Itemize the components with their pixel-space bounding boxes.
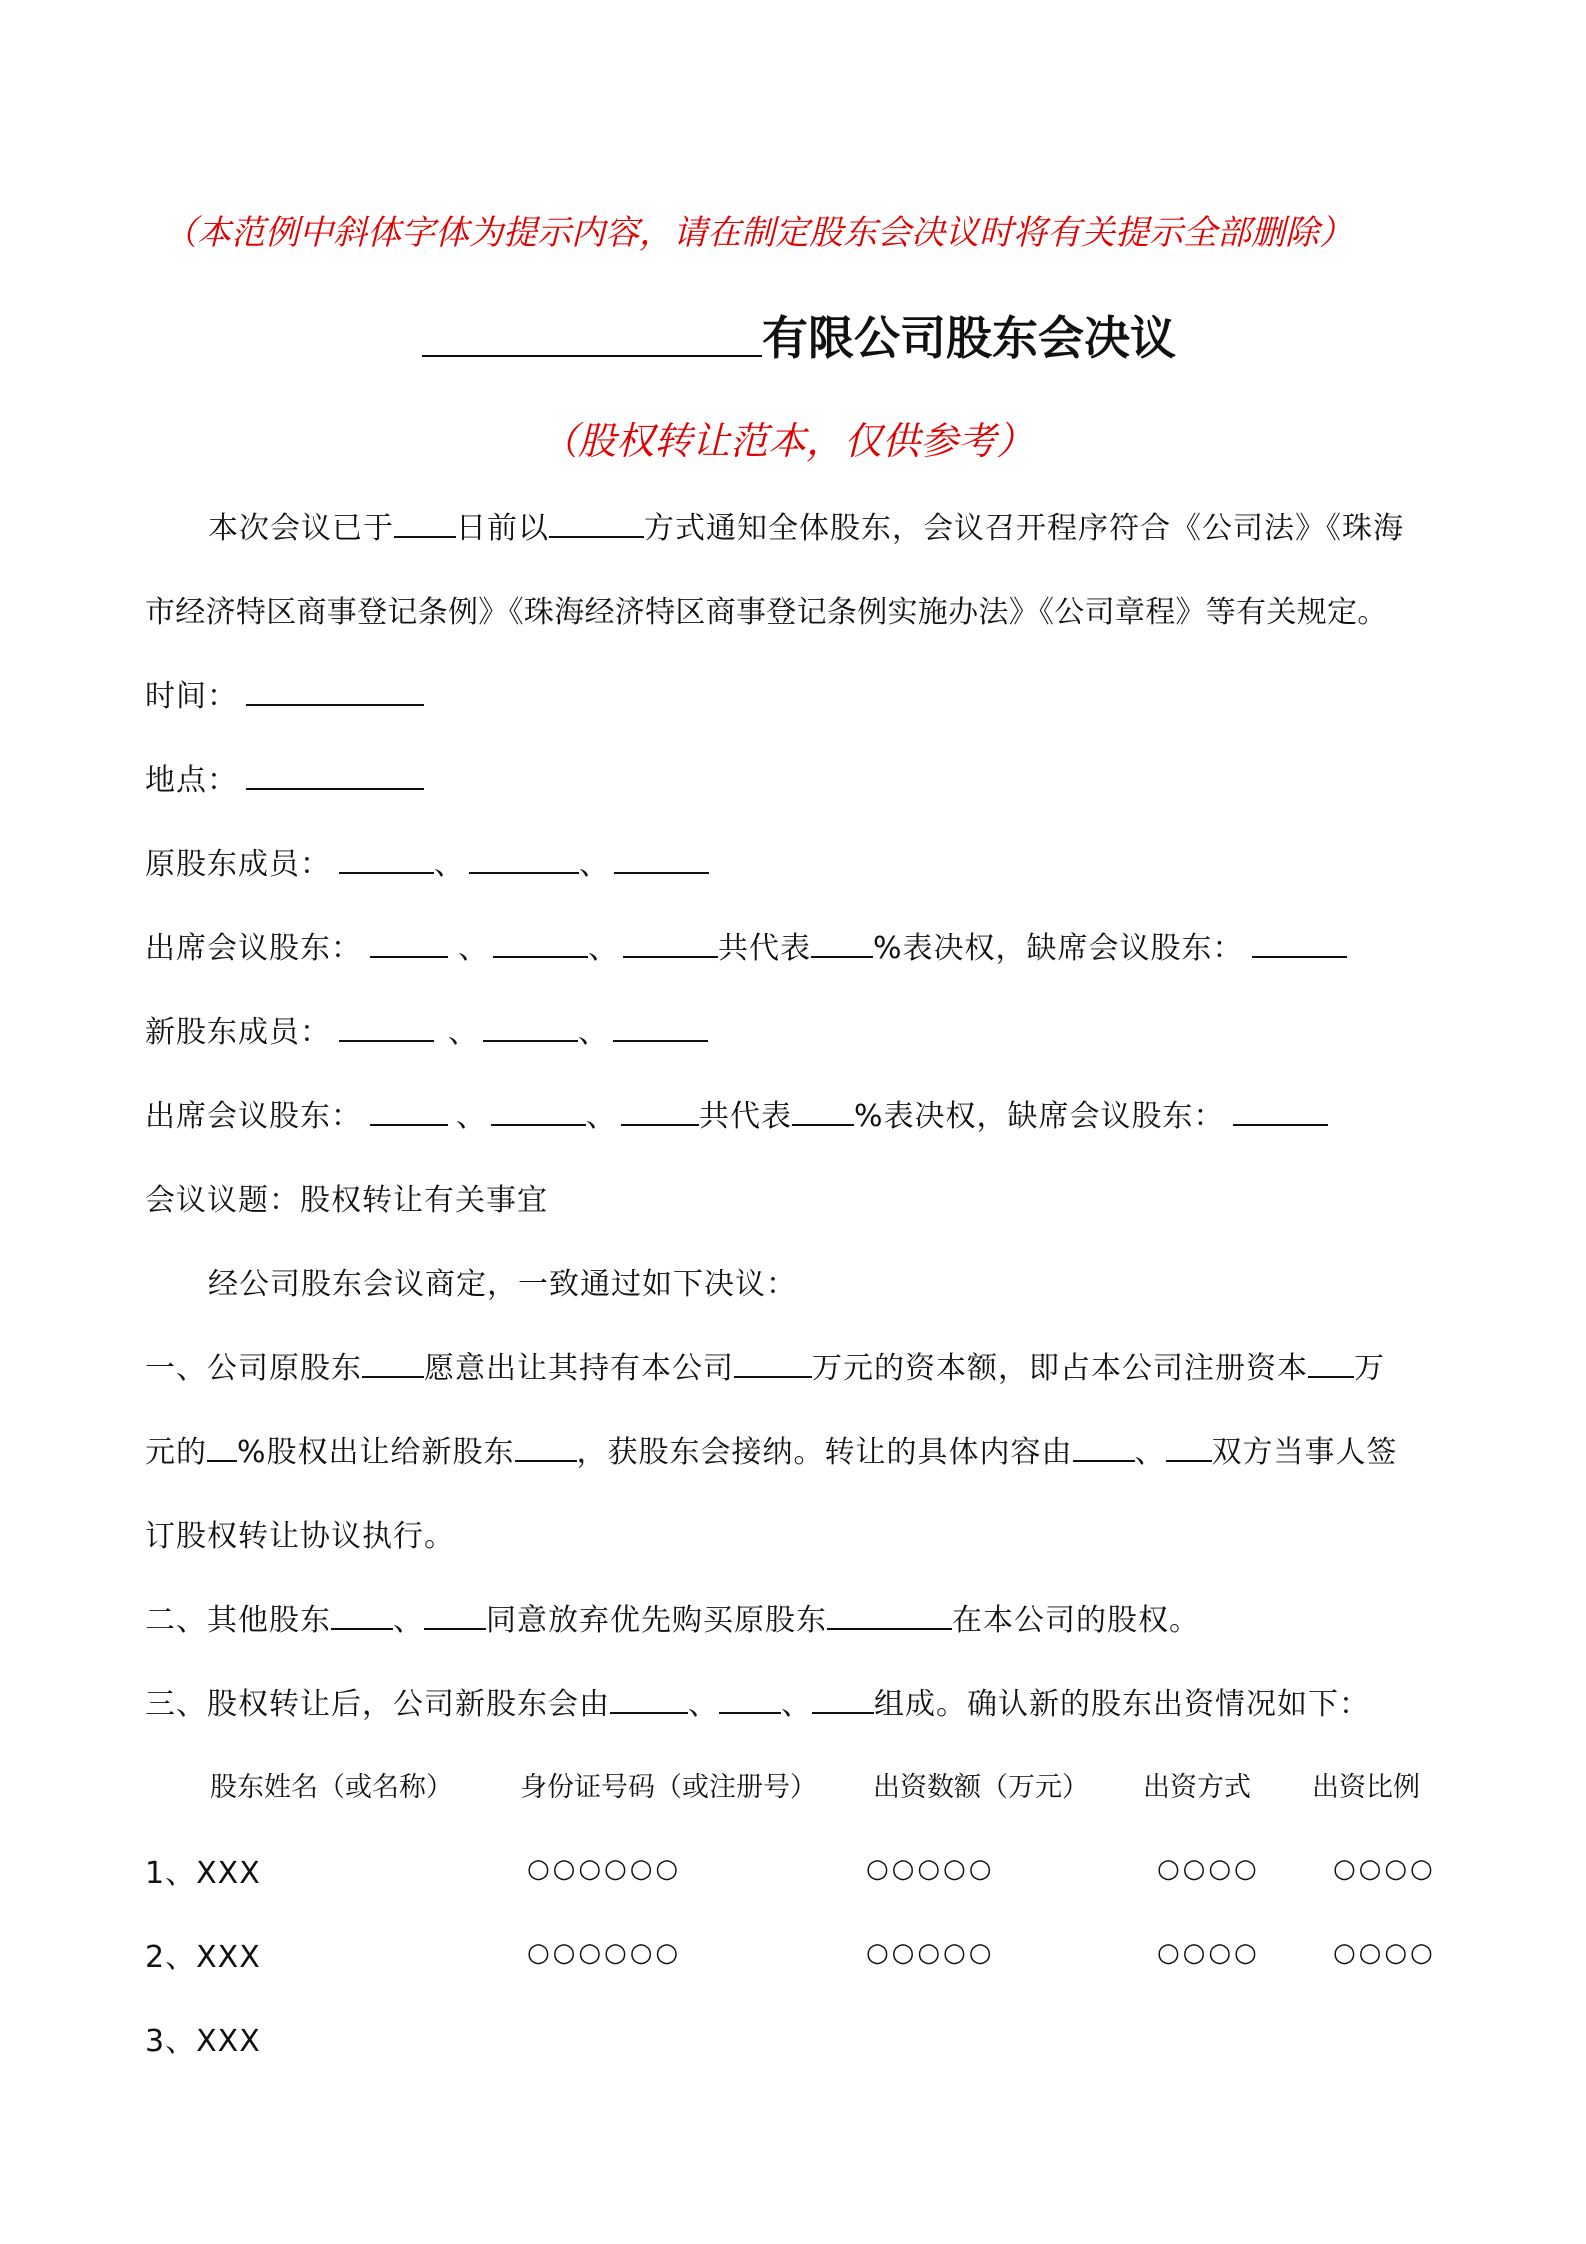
member-blank xyxy=(483,1010,578,1042)
table-row-ratio: ○○○○ xyxy=(1333,1938,1436,1968)
time-row xyxy=(145,671,424,715)
member-blank xyxy=(613,1010,708,1042)
table-row-name: 1、XXX xyxy=(145,1856,261,1891)
new-members-label: 新股东成员： xyxy=(145,1015,331,1050)
intro-text: 方式通知全体股东，会议召开程序符合《公司法》《珠海 xyxy=(644,511,1404,546)
attendee-blank xyxy=(623,926,718,958)
table-row-amount: ○○○○○ xyxy=(866,1938,995,1968)
resolution-text: 愿意出让其持有本公司 xyxy=(424,1351,734,1386)
resolution-text: 组成。确认新的股东出资情况如下： xyxy=(874,1687,1370,1722)
shareholder-blank xyxy=(331,1598,393,1630)
separator: 、 xyxy=(1134,1435,1166,1470)
separator: 、 xyxy=(393,1603,424,1638)
table-row-amount: ○○○○○ xyxy=(866,1854,995,1884)
vote-label: %表决权，缺席会议股东： xyxy=(873,931,1244,966)
table-row-method: ○○○○ xyxy=(1157,1938,1260,1968)
separator: 、 xyxy=(456,1099,487,1134)
shareholder-blank xyxy=(424,1598,486,1630)
resolution-1-line-3: 订股权转让协议执行。 xyxy=(145,1519,455,1554)
attendance-row-2 xyxy=(145,1091,1328,1135)
absent-blank xyxy=(1233,1094,1328,1126)
resolution-lead: 经公司股东会议商定，一致通过如下决议： xyxy=(208,1267,797,1302)
registered-capital-blank xyxy=(1308,1346,1354,1378)
buyer-blank xyxy=(515,1430,577,1462)
intro-text: 本次会议已于 xyxy=(208,511,394,546)
instruction-note: （本范例中斜体字体为提示内容，请在制定股东会决议时将有关提示全部删除） xyxy=(163,213,1353,253)
resolution-2 xyxy=(145,1595,1200,1639)
total-rep-label: 共代表 xyxy=(699,1099,792,1134)
method-blank xyxy=(549,506,644,538)
company-name-blank xyxy=(422,355,762,357)
attendee-blank xyxy=(621,1094,699,1126)
separator: 、 xyxy=(579,847,610,882)
separator: 、 xyxy=(458,931,489,966)
original-members-label: 原股东成员： xyxy=(145,847,331,882)
resolution-text: ，获股东会接纳。转让的具体内容由 xyxy=(576,1435,1073,1470)
new-members-row xyxy=(145,1007,708,1051)
resolution-3 xyxy=(145,1679,1370,1723)
table-header-ratio: 出资比例 xyxy=(1312,1772,1420,1803)
member-blank xyxy=(339,842,434,874)
separator: 、 xyxy=(586,1099,617,1134)
resolution-1-line-1 xyxy=(145,1343,1385,1387)
table-header-name: 股东姓名（或名称） xyxy=(210,1772,453,1803)
member-blank xyxy=(339,1010,434,1042)
intro-text: 日前以 xyxy=(456,511,549,546)
absent-blank xyxy=(1252,926,1347,958)
new-shareholder-blank xyxy=(719,1682,781,1714)
template-subtitle: （股权转让范本，仅供参考） xyxy=(540,419,1035,463)
resolution-text: 万 xyxy=(1354,1351,1385,1386)
total-rep-label: 共代表 xyxy=(718,931,811,966)
table-row-id: ○○○○○○ xyxy=(527,1938,682,1968)
table-header-method: 出资方式 xyxy=(1143,1772,1251,1803)
resolution-text: 在本公司的股权。 xyxy=(952,1603,1200,1638)
table-header-amount: 出资数额（万元） xyxy=(873,1772,1089,1803)
attendance-label: 出席会议股东： xyxy=(145,931,362,966)
place-row xyxy=(145,755,424,799)
party-blank xyxy=(1166,1430,1212,1462)
member-blank xyxy=(469,842,579,874)
original-members-row xyxy=(145,839,709,883)
resolution-text: 二、其他股东 xyxy=(145,1603,331,1638)
intro-line-1 xyxy=(208,503,1404,547)
new-shareholder-blank xyxy=(610,1682,688,1714)
equity-percent-blank xyxy=(207,1430,237,1462)
resolution-text: 万元的资本额，即占本公司注册资本 xyxy=(812,1351,1308,1386)
place-blank xyxy=(246,758,424,790)
table-row-method: ○○○○ xyxy=(1157,1854,1260,1884)
separator: 、 xyxy=(588,931,619,966)
place-label: 地点： xyxy=(145,763,238,798)
table-row-name: 3、XXX xyxy=(145,2024,261,2059)
separator: 、 xyxy=(578,1015,609,1050)
resolution-text: 双方当事人签 xyxy=(1211,1435,1398,1470)
time-label: 时间： xyxy=(145,679,238,714)
resolution-text: 三、股权转让后，公司新股东会由 xyxy=(145,1687,610,1722)
intro-line-2: 市经济特区商事登记条例》《珠海经济特区商事登记条例实施办法》《公司章程》等有关规定。 xyxy=(145,595,1388,630)
resolution-text: 一、公司原股东 xyxy=(145,1351,362,1386)
resolution-text: 元的 xyxy=(145,1435,207,1470)
table-header-id: 身份证号码（或注册号） xyxy=(520,1772,817,1803)
attendee-blank xyxy=(370,926,448,958)
vote-label: %表决权，缺席会议股东： xyxy=(854,1099,1225,1134)
capital-amount-blank xyxy=(734,1346,812,1378)
party-blank xyxy=(1073,1430,1135,1462)
attendee-blank xyxy=(491,1094,586,1126)
percent-blank xyxy=(811,926,873,958)
resolution-text: 同意放弃优先购买原股东 xyxy=(486,1603,827,1638)
seller-blank xyxy=(362,1346,424,1378)
table-row-ratio: ○○○○ xyxy=(1333,1854,1436,1884)
original-shareholder-blank xyxy=(827,1598,952,1630)
percent-blank xyxy=(792,1094,854,1126)
days-blank xyxy=(394,506,456,538)
resolution-1-line-2 xyxy=(145,1427,1398,1471)
document-title: 有限公司股东会决议 xyxy=(762,311,1176,365)
attendance-label: 出席会议股东： xyxy=(145,1099,362,1134)
member-blank xyxy=(614,842,709,874)
separator: 、 xyxy=(781,1687,812,1722)
table-row-id: ○○○○○○ xyxy=(527,1854,682,1884)
separator: 、 xyxy=(434,847,465,882)
separator: 、 xyxy=(448,1015,479,1050)
resolution-text: %股权出让给新股东 xyxy=(237,1435,515,1470)
time-blank xyxy=(246,674,424,706)
attendance-row-1 xyxy=(145,923,1347,967)
attendee-blank xyxy=(493,926,588,958)
new-shareholder-blank xyxy=(812,1682,874,1714)
separator: 、 xyxy=(688,1687,719,1722)
attendee-blank xyxy=(370,1094,448,1126)
meeting-topic: 会议议题：股权转让有关事宜 xyxy=(145,1183,548,1218)
table-row-name: 2、XXX xyxy=(145,1940,261,1975)
